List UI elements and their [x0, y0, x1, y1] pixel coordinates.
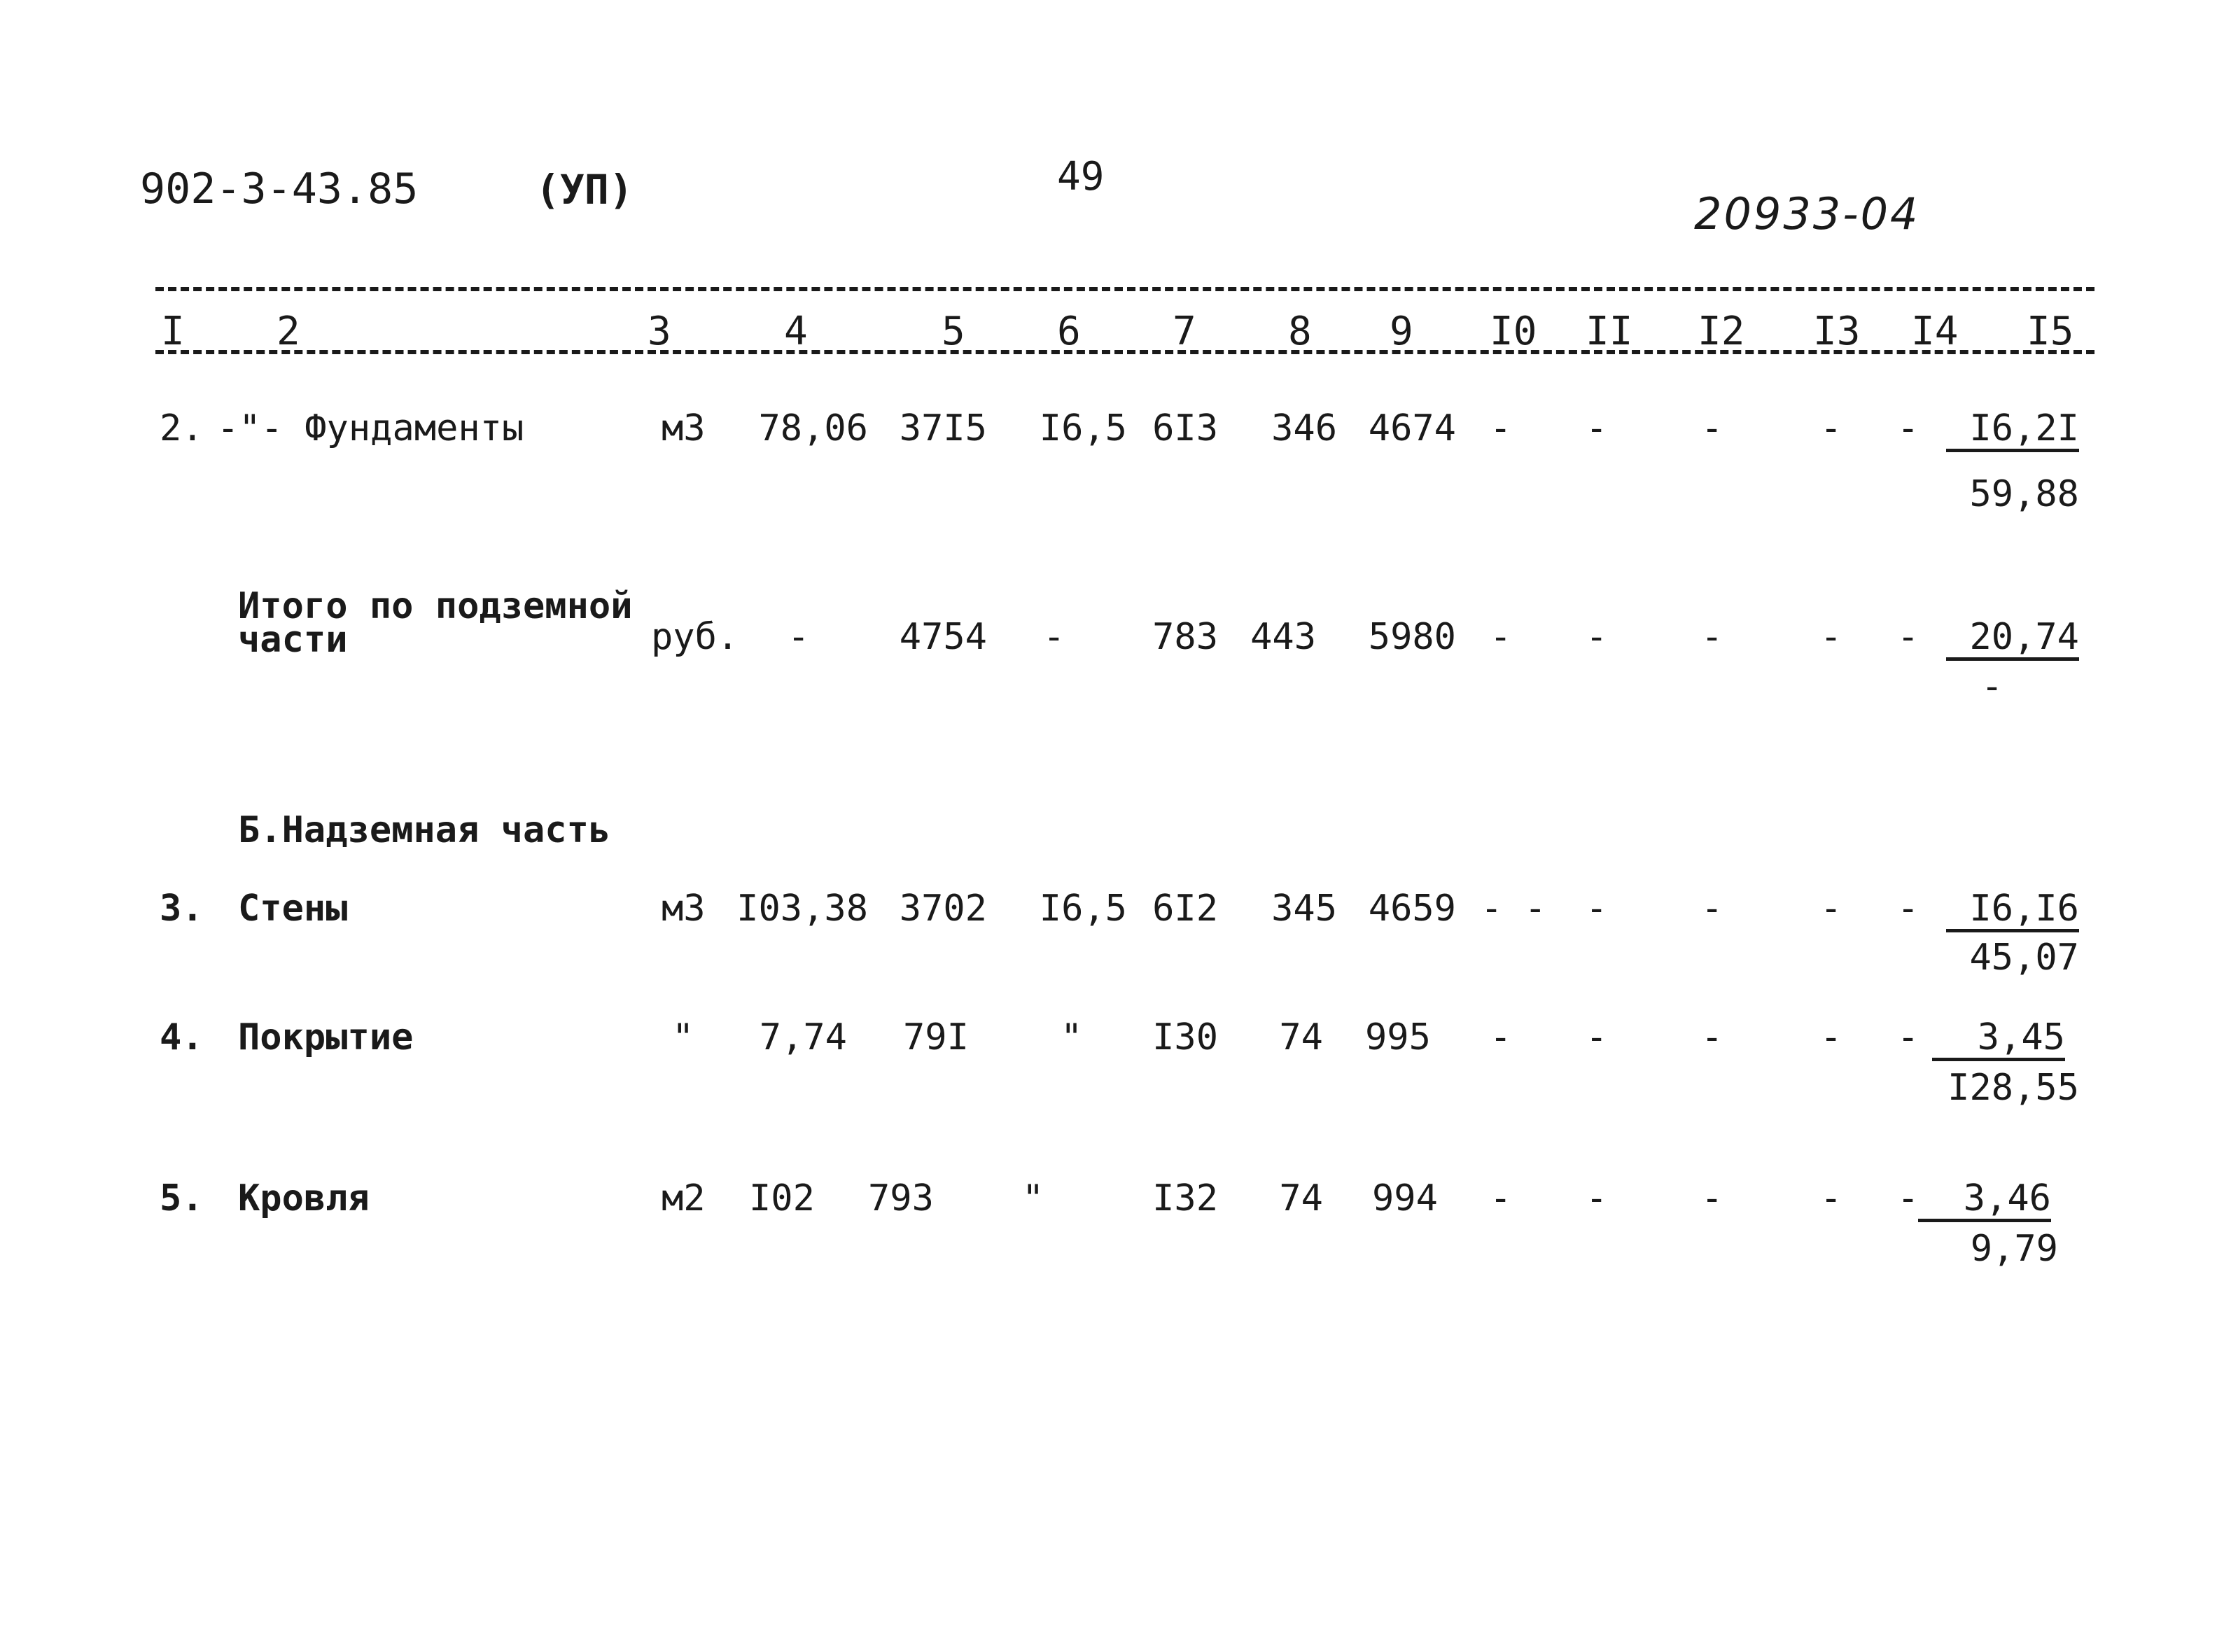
cell-col-5: 37I5 [899, 407, 987, 449]
cell-col-7: 6I2 [1152, 888, 1218, 930]
cell-col-8: 74 [1279, 1177, 1323, 1219]
cell-col-12: - [1701, 1016, 1723, 1058]
cell-col-13: - [1820, 407, 1842, 449]
cell-col-12: - [1701, 616, 1723, 658]
cell-col-14: - [1897, 616, 1919, 658]
cell-col-4: 78,06 [758, 407, 868, 449]
cell-col-8: 346 [1271, 407, 1337, 449]
cell-col-11: - [1586, 407, 1608, 449]
cell-col-6: - [1043, 616, 1065, 658]
cell-col-12: - [1701, 407, 1723, 449]
cell-col-13: - [1820, 1016, 1842, 1058]
cell-col-11: - [1586, 616, 1608, 658]
cell-col-11: - [1586, 1177, 1608, 1219]
cell-col-15-top: I6,I6 [1946, 890, 2079, 932]
cell-col-9: 4674 [1368, 407, 1456, 449]
cell-col-6: " [1061, 1016, 1083, 1058]
cell-col-10: - [1490, 1177, 1512, 1219]
cell-col-9: 994 [1372, 1177, 1438, 1219]
row-name: Кровля [238, 1177, 370, 1219]
cell-col-5: 79I [903, 1016, 969, 1058]
document-code: 902-3-43.85 [140, 164, 419, 214]
cell-col-5: 3702 [899, 888, 987, 930]
col-header-4: 4 [784, 309, 808, 354]
cell-col-11: - [1586, 1016, 1608, 1058]
col-header-6: 6 [1057, 309, 1081, 354]
col-header-11: II [1586, 309, 1633, 354]
col-header-2: 2 [277, 309, 300, 354]
cell-col-14: - [1897, 1016, 1919, 1058]
cell-col-6: I6,5 [1039, 407, 1127, 449]
cell-col-14: - [1897, 1177, 1919, 1219]
col-header-14: I4 [1911, 309, 1959, 354]
cell-col-14: - [1897, 888, 1919, 930]
row-number: 3. [160, 888, 204, 930]
cell-col-5: 793 [868, 1177, 934, 1219]
cell-col-8: 443 [1250, 616, 1316, 658]
cell-col-14: - [1897, 407, 1919, 449]
section-title: Б.Надземная часть [238, 809, 611, 851]
cell-col-15-bottom: 45,07 [1969, 937, 2079, 979]
page-number: 49 [1057, 154, 1105, 200]
cell-col-4: I03,38 [736, 888, 868, 930]
cell-col-12: - [1701, 1177, 1723, 1219]
col-header-10: I0 [1490, 309, 1537, 354]
cell-col-6: " [1022, 1177, 1044, 1219]
col-header-7: 7 [1173, 309, 1196, 354]
cell-col-13: - [1820, 1177, 1842, 1219]
row-unit: м2 [662, 1177, 706, 1219]
cell-col-8: 74 [1279, 1016, 1323, 1058]
cell-col-15-top: I6,2I [1946, 410, 2079, 452]
cell-col-15-top: 3,46 [1918, 1180, 2051, 1222]
cell-col-11: - [1586, 888, 1608, 930]
section-mark: (УП) [536, 166, 634, 214]
cell-col-7: 6I3 [1152, 407, 1218, 449]
header-top-rule [155, 287, 2094, 291]
col-header-12: I2 [1698, 309, 1745, 354]
cell-col-13: - [1820, 616, 1842, 658]
row-name: Стены [238, 888, 348, 930]
col-header-8: 8 [1288, 309, 1312, 354]
row-unit: м3 [662, 407, 706, 449]
row-unit: м3 [662, 888, 706, 930]
cell-col-4: 7,74 [759, 1016, 847, 1058]
cell-col-10: - - [1481, 888, 1546, 930]
row-name-line-1: Итого по подземной [238, 585, 633, 627]
row-name: Покрытие [238, 1016, 414, 1058]
cell-col-15-bottom: - [1981, 666, 2003, 708]
cell-col-10: - [1490, 407, 1512, 449]
cell-col-15-bottom: 59,88 [1969, 473, 2079, 515]
cell-col-10: - [1490, 1016, 1512, 1058]
col-header-1: I [161, 309, 185, 354]
cell-col-15-top: 3,45 [1932, 1019, 2065, 1061]
header-bottom-rule [155, 350, 2094, 354]
cell-col-10: - [1490, 616, 1512, 658]
cell-col-15-top: 20,74 [1946, 619, 2079, 661]
row-number: 2. [160, 407, 204, 449]
cell-col-9: 5980 [1368, 616, 1456, 658]
col-header-15: I5 [2027, 309, 2074, 354]
cell-col-15-bottom: 9,79 [1970, 1228, 2058, 1270]
cell-col-7: 783 [1152, 616, 1218, 658]
cell-col-7: I32 [1152, 1177, 1218, 1219]
row-unit: руб. [651, 616, 739, 658]
row-name: -"- Фундаменты [217, 407, 524, 449]
cell-col-12: - [1701, 888, 1723, 930]
cell-col-13: - [1820, 888, 1842, 930]
row-number: 4. [160, 1016, 204, 1058]
cell-col-9: 4659 [1368, 888, 1456, 930]
col-header-3: 3 [648, 309, 671, 354]
cell-col-8: 345 [1271, 888, 1337, 930]
cell-col-7: I30 [1152, 1016, 1218, 1058]
cell-col-4: - [788, 616, 810, 658]
row-unit: " [672, 1016, 694, 1058]
col-header-5: 5 [942, 309, 965, 354]
col-header-9: 9 [1390, 309, 1413, 354]
cell-col-5: 4754 [899, 616, 987, 658]
col-header-13: I3 [1813, 309, 1861, 354]
row-name-line-2: части [238, 619, 348, 661]
cell-col-9: 995 [1365, 1016, 1431, 1058]
row-number: 5. [160, 1177, 204, 1219]
handwritten-code: 20933-04 [1694, 188, 1920, 239]
cell-col-4: I02 [749, 1177, 815, 1219]
cell-col-6: I6,5 [1039, 888, 1127, 930]
cell-col-15-bottom: I28,55 [1947, 1067, 2079, 1109]
